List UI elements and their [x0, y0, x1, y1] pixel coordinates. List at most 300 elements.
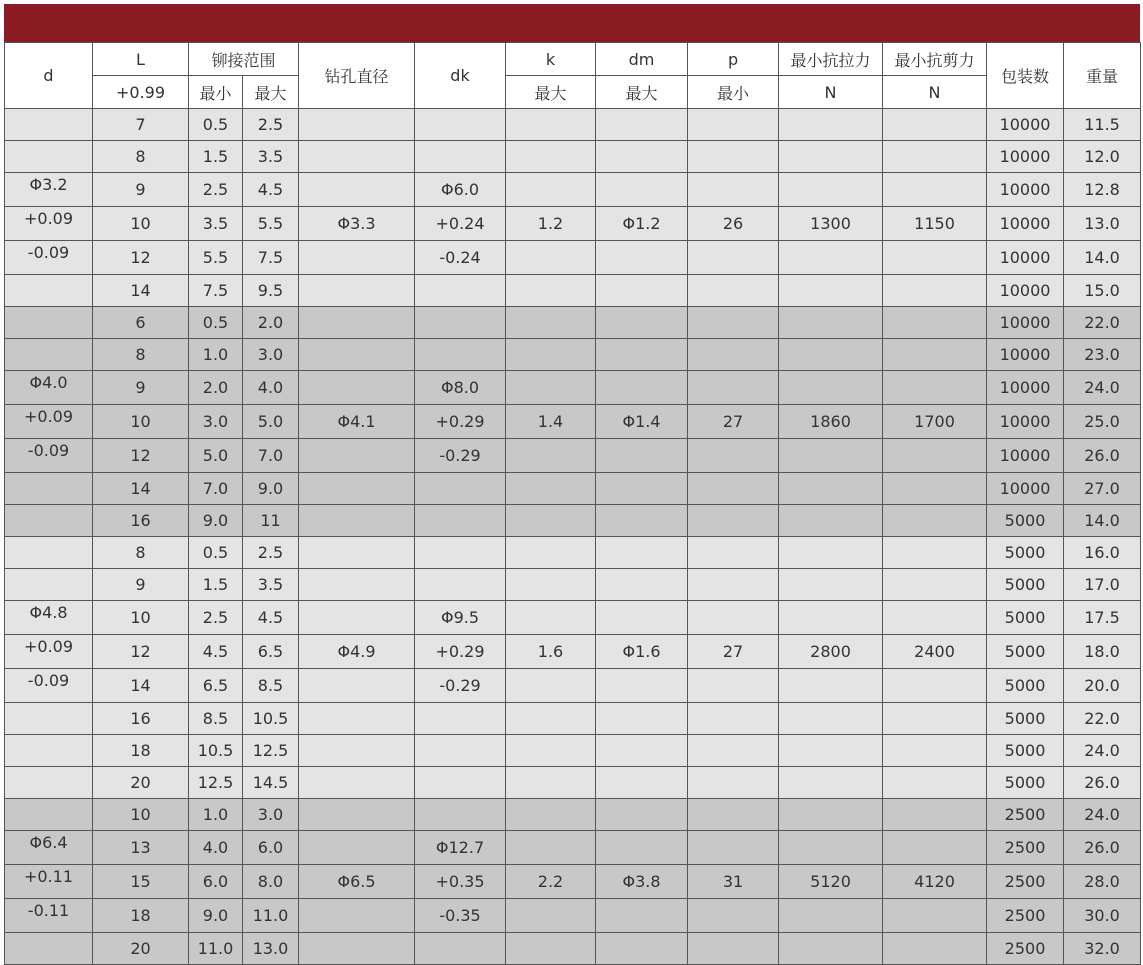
cell-grip-max: 6.5 — [243, 635, 299, 669]
cell-dk — [415, 933, 506, 965]
cell-tensile: 1300 — [779, 207, 883, 241]
cell-drill — [299, 831, 415, 865]
cell-pack: 10000 — [987, 207, 1064, 241]
cell-grip-max: 5.5 — [243, 207, 299, 241]
cell-L: 10 — [93, 207, 189, 241]
cell-d: Φ3.2 — [5, 173, 93, 207]
cell-L: 14 — [93, 275, 189, 307]
cell-dk: -0.29 — [415, 669, 506, 703]
cell-drill — [299, 473, 415, 505]
cell-L: 10 — [93, 601, 189, 635]
cell-dm — [596, 371, 688, 405]
cell-weight: 11.5 — [1064, 109, 1141, 141]
cell-d — [5, 537, 93, 569]
cell-L: 16 — [93, 505, 189, 537]
cell-p — [688, 799, 779, 831]
cell-dm — [596, 933, 688, 965]
cell-d: -0.09 — [5, 439, 93, 473]
cell-dk: Φ6.0 — [415, 173, 506, 207]
cell-drill — [299, 307, 415, 339]
cell-dm — [596, 173, 688, 207]
cell-weight: 26.0 — [1064, 439, 1141, 473]
cell-L: 15 — [93, 865, 189, 899]
cell-shear — [883, 601, 987, 635]
table-row — [5, 241, 1141, 275]
cell-shear — [883, 371, 987, 405]
cell-d — [5, 109, 93, 141]
cell-drill — [299, 537, 415, 569]
cell-drill — [299, 703, 415, 735]
cell-grip-max: 3.0 — [243, 799, 299, 831]
cell-grip-min: 1.0 — [189, 799, 243, 831]
cell-d: -0.09 — [5, 241, 93, 275]
header-grip-range: 铆接范围 — [189, 43, 299, 76]
cell-grip-max: 8.5 — [243, 669, 299, 703]
header-tensile: 最小抗拉力 — [779, 43, 883, 76]
cell-grip-min: 0.5 — [189, 109, 243, 141]
cell-dm — [596, 899, 688, 933]
cell-dm: Φ3.8 — [596, 865, 688, 899]
cell-pack: 10000 — [987, 473, 1064, 505]
cell-weight: 17.0 — [1064, 569, 1141, 601]
cell-pack: 5000 — [987, 601, 1064, 635]
cell-drill: Φ3.3 — [299, 207, 415, 241]
cell-weight: 22.0 — [1064, 703, 1141, 735]
cell-grip-min: 1.5 — [189, 569, 243, 601]
cell-dm — [596, 537, 688, 569]
cell-pack: 10000 — [987, 371, 1064, 405]
cell-tensile: 2800 — [779, 635, 883, 669]
cell-grip-min: 4.0 — [189, 831, 243, 865]
cell-grip-min: 2.0 — [189, 371, 243, 405]
table-row — [5, 831, 1141, 865]
cell-shear — [883, 933, 987, 965]
cell-dm: Φ1.6 — [596, 635, 688, 669]
cell-drill — [299, 933, 415, 965]
cell-shear: 1150 — [883, 207, 987, 241]
cell-weight: 13.0 — [1064, 207, 1141, 241]
table-row — [5, 635, 1141, 669]
cell-grip-max: 11 — [243, 505, 299, 537]
cell-p — [688, 735, 779, 767]
cell-drill — [299, 275, 415, 307]
header-dm-sub: 最大 — [596, 76, 688, 109]
cell-weight: 27.0 — [1064, 473, 1141, 505]
cell-L: 10 — [93, 799, 189, 831]
cell-k — [506, 899, 596, 933]
cell-d: Φ4.8 — [5, 601, 93, 635]
cell-d: Φ4.0 — [5, 371, 93, 405]
cell-p — [688, 767, 779, 799]
cell-weight: 17.5 — [1064, 601, 1141, 635]
cell-drill — [299, 799, 415, 831]
cell-shear: 4120 — [883, 865, 987, 899]
cell-p — [688, 173, 779, 207]
cell-d — [5, 703, 93, 735]
cell-grip-max: 11.0 — [243, 899, 299, 933]
cell-tensile — [779, 601, 883, 635]
cell-dm — [596, 473, 688, 505]
cell-shear — [883, 831, 987, 865]
cell-pack: 5000 — [987, 767, 1064, 799]
cell-grip-max: 4.5 — [243, 173, 299, 207]
cell-pack: 5000 — [987, 703, 1064, 735]
cell-d — [5, 275, 93, 307]
cell-d — [5, 933, 93, 965]
table-header — [5, 43, 1141, 109]
cell-k — [506, 141, 596, 173]
table-row — [5, 669, 1141, 703]
table-row — [5, 275, 1141, 307]
cell-p — [688, 537, 779, 569]
cell-tensile — [779, 109, 883, 141]
cell-weight: 18.0 — [1064, 635, 1141, 669]
cell-L: 9 — [93, 569, 189, 601]
cell-grip-min: 3.5 — [189, 207, 243, 241]
cell-pack: 10000 — [987, 141, 1064, 173]
cell-dk — [415, 473, 506, 505]
cell-k — [506, 569, 596, 601]
header-k-sub: 最大 — [506, 76, 596, 109]
header-L-tolerance: +0.99 — [93, 76, 189, 109]
cell-L: 20 — [93, 767, 189, 799]
cell-d — [5, 307, 93, 339]
cell-shear: 2400 — [883, 635, 987, 669]
cell-tensile — [779, 831, 883, 865]
table-row — [5, 703, 1141, 735]
cell-drill — [299, 371, 415, 405]
cell-grip-min: 10.5 — [189, 735, 243, 767]
cell-drill — [299, 141, 415, 173]
cell-dm — [596, 735, 688, 767]
cell-dm — [596, 601, 688, 635]
cell-L: 12 — [93, 635, 189, 669]
cell-dm — [596, 831, 688, 865]
cell-dk — [415, 735, 506, 767]
cell-L: 12 — [93, 241, 189, 275]
cell-grip-min: 7.5 — [189, 275, 243, 307]
header-drill: 钻孔直径 — [299, 43, 415, 109]
cell-weight: 26.0 — [1064, 767, 1141, 799]
rivet-spec-table — [4, 42, 1141, 965]
cell-tensile — [779, 141, 883, 173]
cell-dm: Φ1.4 — [596, 405, 688, 439]
cell-weight: 24.0 — [1064, 799, 1141, 831]
table-row — [5, 865, 1141, 899]
cell-d: +0.09 — [5, 635, 93, 669]
cell-tensile — [779, 173, 883, 207]
header-pack: 包装数 — [987, 43, 1064, 109]
cell-pack: 10000 — [987, 109, 1064, 141]
cell-dm — [596, 669, 688, 703]
cell-tensile — [779, 371, 883, 405]
cell-dk — [415, 141, 506, 173]
table-row — [5, 537, 1141, 569]
cell-grip-max: 9.0 — [243, 473, 299, 505]
cell-L: 18 — [93, 735, 189, 767]
cell-grip-min: 12.5 — [189, 767, 243, 799]
cell-p: 27 — [688, 405, 779, 439]
cell-pack: 10000 — [987, 241, 1064, 275]
cell-grip-max: 8.0 — [243, 865, 299, 899]
table-row — [5, 601, 1141, 635]
cell-L: 9 — [93, 173, 189, 207]
header-p: p — [688, 43, 779, 76]
cell-k — [506, 799, 596, 831]
cell-grip-max: 7.0 — [243, 439, 299, 473]
cell-weight: 23.0 — [1064, 339, 1141, 371]
cell-p — [688, 307, 779, 339]
header-tensile-unit: N — [779, 76, 883, 109]
cell-k — [506, 473, 596, 505]
cell-grip-max: 3.0 — [243, 339, 299, 371]
cell-shear: 1700 — [883, 405, 987, 439]
cell-d — [5, 339, 93, 371]
cell-drill — [299, 241, 415, 275]
cell-shear — [883, 505, 987, 537]
cell-p — [688, 275, 779, 307]
cell-p — [688, 505, 779, 537]
cell-grip-max: 10.5 — [243, 703, 299, 735]
table-row — [5, 933, 1141, 965]
cell-grip-max: 3.5 — [243, 569, 299, 601]
cell-L: 14 — [93, 473, 189, 505]
cell-pack: 5000 — [987, 505, 1064, 537]
table-row — [5, 307, 1141, 339]
cell-dm — [596, 241, 688, 275]
cell-dm — [596, 703, 688, 735]
cell-tensile — [779, 307, 883, 339]
cell-dk: +0.24 — [415, 207, 506, 241]
cell-grip-max: 9.5 — [243, 275, 299, 307]
cell-grip-max: 3.5 — [243, 141, 299, 173]
cell-L: 9 — [93, 371, 189, 405]
header-grip-max: 最大 — [243, 76, 299, 109]
table-row — [5, 735, 1141, 767]
cell-shear — [883, 569, 987, 601]
cell-L: 13 — [93, 831, 189, 865]
cell-p — [688, 899, 779, 933]
cell-k — [506, 933, 596, 965]
cell-weight: 15.0 — [1064, 275, 1141, 307]
cell-L: 12 — [93, 439, 189, 473]
cell-dm — [596, 569, 688, 601]
cell-k: 2.2 — [506, 865, 596, 899]
cell-grip-min: 5.0 — [189, 439, 243, 473]
cell-drill — [299, 505, 415, 537]
cell-dm: Φ1.2 — [596, 207, 688, 241]
cell-tensile — [779, 569, 883, 601]
cell-k — [506, 735, 596, 767]
cell-k — [506, 831, 596, 865]
header-row-1 — [5, 43, 1141, 76]
cell-p: 27 — [688, 635, 779, 669]
cell-d: -0.11 — [5, 899, 93, 933]
cell-drill — [299, 735, 415, 767]
table-row — [5, 473, 1141, 505]
cell-d — [5, 767, 93, 799]
table-row — [5, 439, 1141, 473]
cell-grip-max: 14.5 — [243, 767, 299, 799]
cell-drill — [299, 339, 415, 371]
cell-k — [506, 109, 596, 141]
cell-weight: 28.0 — [1064, 865, 1141, 899]
cell-dk — [415, 569, 506, 601]
cell-weight: 24.0 — [1064, 371, 1141, 405]
cell-tensile — [779, 933, 883, 965]
cell-dk — [415, 339, 506, 371]
cell-pack: 10000 — [987, 307, 1064, 339]
cell-pack: 2500 — [987, 933, 1064, 965]
cell-shear — [883, 669, 987, 703]
cell-k: 1.4 — [506, 405, 596, 439]
table-row — [5, 109, 1141, 141]
cell-grip-max: 2.5 — [243, 109, 299, 141]
cell-grip-min: 3.0 — [189, 405, 243, 439]
cell-k — [506, 173, 596, 207]
cell-p — [688, 439, 779, 473]
cell-k — [506, 371, 596, 405]
cell-weight: 30.0 — [1064, 899, 1141, 933]
cell-pack: 10000 — [987, 275, 1064, 307]
table-row — [5, 339, 1141, 371]
cell-dk: -0.35 — [415, 899, 506, 933]
cell-p: 26 — [688, 207, 779, 241]
cell-shear — [883, 241, 987, 275]
cell-p — [688, 601, 779, 635]
header-dk: dk — [415, 43, 506, 109]
table-body — [5, 109, 1141, 965]
cell-dm — [596, 799, 688, 831]
cell-L: 8 — [93, 537, 189, 569]
cell-d: -0.09 — [5, 669, 93, 703]
cell-grip-min: 5.5 — [189, 241, 243, 275]
cell-tensile — [779, 275, 883, 307]
cell-p — [688, 371, 779, 405]
cell-grip-min: 9.0 — [189, 899, 243, 933]
cell-grip-min: 8.5 — [189, 703, 243, 735]
cell-shear — [883, 899, 987, 933]
cell-dk — [415, 703, 506, 735]
cell-dk — [415, 767, 506, 799]
cell-grip-min: 0.5 — [189, 307, 243, 339]
cell-grip-min: 9.0 — [189, 505, 243, 537]
cell-p — [688, 933, 779, 965]
cell-k: 1.2 — [506, 207, 596, 241]
cell-weight: 12.8 — [1064, 173, 1141, 207]
cell-d: Φ6.4 — [5, 831, 93, 865]
cell-grip-min: 1.5 — [189, 141, 243, 173]
cell-dm — [596, 307, 688, 339]
header-k: k — [506, 43, 596, 76]
cell-dk: -0.29 — [415, 439, 506, 473]
cell-dk — [415, 537, 506, 569]
header-grip-min: 最小 — [189, 76, 243, 109]
cell-d — [5, 141, 93, 173]
cell-drill — [299, 669, 415, 703]
cell-dk: -0.24 — [415, 241, 506, 275]
cell-grip-min: 0.5 — [189, 537, 243, 569]
cell-shear — [883, 473, 987, 505]
cell-dk — [415, 505, 506, 537]
cell-shear — [883, 173, 987, 207]
cell-dm — [596, 109, 688, 141]
cell-d — [5, 505, 93, 537]
cell-shear — [883, 275, 987, 307]
cell-weight: 20.0 — [1064, 669, 1141, 703]
header-dm: dm — [596, 43, 688, 76]
cell-p — [688, 241, 779, 275]
cell-k — [506, 439, 596, 473]
cell-grip-max: 2.0 — [243, 307, 299, 339]
cell-dk: +0.29 — [415, 635, 506, 669]
cell-grip-min: 4.5 — [189, 635, 243, 669]
cell-p — [688, 473, 779, 505]
cell-p — [688, 339, 779, 371]
header-p-sub: 最小 — [688, 76, 779, 109]
cell-shear — [883, 537, 987, 569]
cell-L: 20 — [93, 933, 189, 965]
cell-drill — [299, 109, 415, 141]
cell-d — [5, 473, 93, 505]
cell-tensile — [779, 241, 883, 275]
table-row — [5, 173, 1141, 207]
table-row — [5, 207, 1141, 241]
cell-k — [506, 339, 596, 371]
cell-grip-max: 2.5 — [243, 537, 299, 569]
cell-drill — [299, 569, 415, 601]
cell-grip-max: 4.0 — [243, 371, 299, 405]
cell-d: +0.09 — [5, 405, 93, 439]
header-d: d — [5, 43, 93, 109]
cell-dm — [596, 767, 688, 799]
cell-shear — [883, 735, 987, 767]
cell-pack: 5000 — [987, 569, 1064, 601]
cell-dk: Φ9.5 — [415, 601, 506, 635]
cell-shear — [883, 339, 987, 371]
cell-pack: 5000 — [987, 735, 1064, 767]
cell-tensile — [779, 799, 883, 831]
table-row — [5, 371, 1141, 405]
cell-dk — [415, 307, 506, 339]
cell-tensile: 1860 — [779, 405, 883, 439]
cell-weight: 22.0 — [1064, 307, 1141, 339]
cell-pack: 10000 — [987, 405, 1064, 439]
cell-tensile — [779, 339, 883, 371]
cell-weight: 25.0 — [1064, 405, 1141, 439]
cell-drill: Φ4.9 — [299, 635, 415, 669]
cell-grip-max: 6.0 — [243, 831, 299, 865]
cell-drill — [299, 899, 415, 933]
cell-tensile — [779, 767, 883, 799]
cell-tensile — [779, 439, 883, 473]
cell-grip-min: 11.0 — [189, 933, 243, 965]
cell-p — [688, 569, 779, 601]
cell-weight: 14.0 — [1064, 505, 1141, 537]
cell-drill: Φ6.5 — [299, 865, 415, 899]
cell-k — [506, 601, 596, 635]
cell-pack: 5000 — [987, 669, 1064, 703]
cell-grip-max: 7.5 — [243, 241, 299, 275]
cell-k — [506, 537, 596, 569]
cell-L: 18 — [93, 899, 189, 933]
table-row — [5, 899, 1141, 933]
cell-weight: 32.0 — [1064, 933, 1141, 965]
cell-tensile — [779, 505, 883, 537]
cell-drill — [299, 601, 415, 635]
cell-p — [688, 109, 779, 141]
table-row — [5, 767, 1141, 799]
